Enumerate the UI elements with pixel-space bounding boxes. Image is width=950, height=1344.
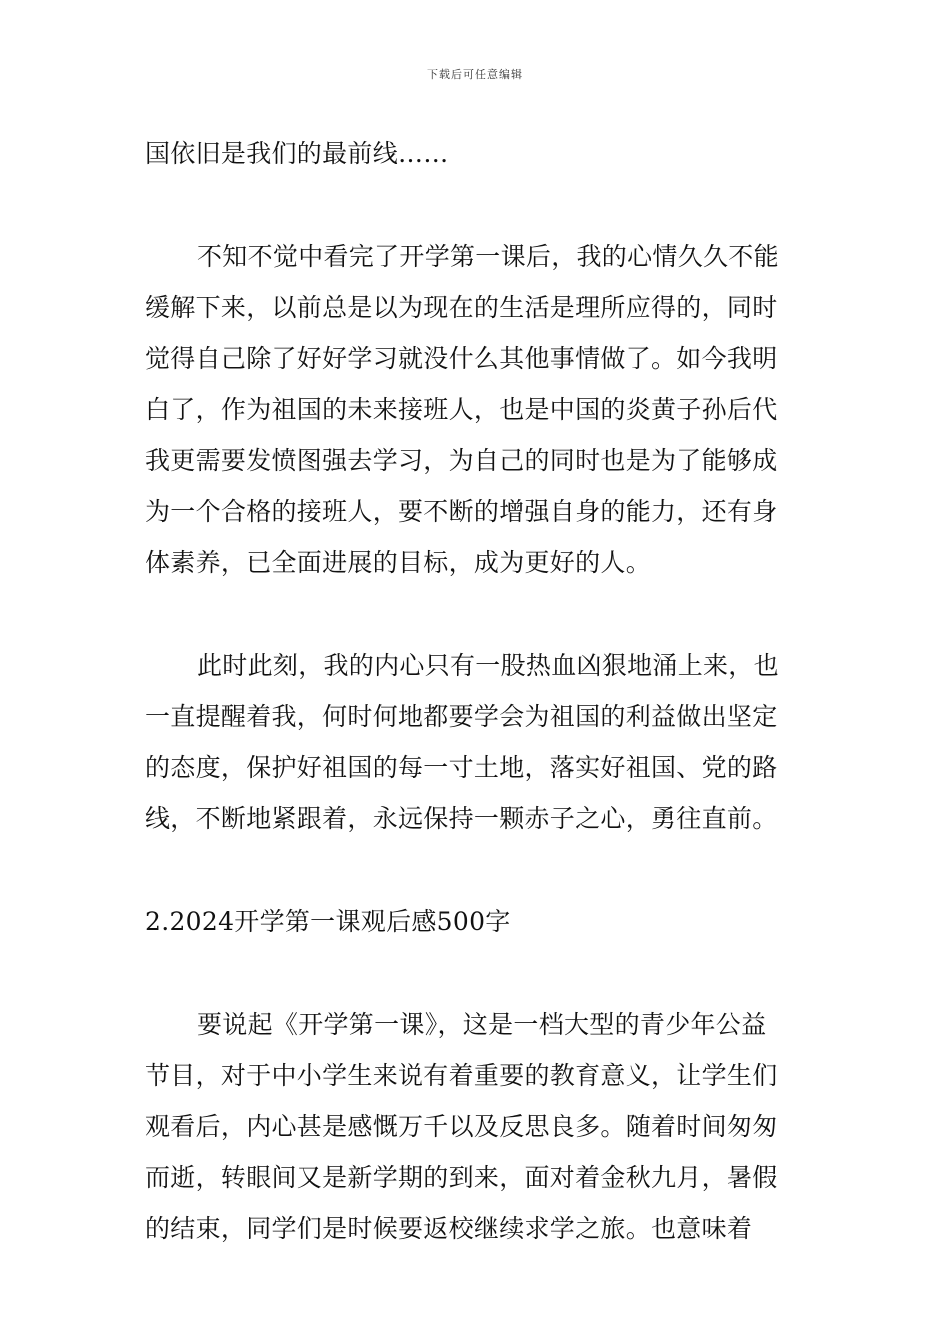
- paragraph-patriotism: [145, 640, 810, 844]
- text-line: 此时此刻，我的内心只有一股热血凶狠地涌上来，也: [197, 651, 779, 680]
- paragraph-reflection: [145, 231, 810, 588]
- text-line: 为一个合格的接班人，要不断的增强自身的能力，还有身: [145, 497, 778, 526]
- text-line: 缓解下来，以前总是以为现在的生活是理所应得的，同时: [145, 293, 778, 322]
- text-line: 一直提醒着我，何时何地都要学会为祖国的利益做出坚定: [145, 702, 778, 731]
- section-heading: [145, 896, 810, 947]
- text-line: 觉得自己除了好好学习就没什么其他事情做了。如今我明: [145, 344, 778, 373]
- paragraph-program-intro: [145, 999, 810, 1254]
- text-line: 的态度，保护好祖国的每一寸土地，落实好祖国、党的路: [145, 753, 778, 782]
- document-body: [145, 128, 810, 1254]
- text-line: 线，不断地紧跟着，永远保持一颗赤子之心，勇往直前。: [145, 804, 778, 833]
- text-line: 节目，对于中小学生来说有着重要的教育意义，让学生们: [145, 1061, 778, 1090]
- text-line: 要说起《开学第一课》，这是一档大型的青少年公益: [197, 1010, 767, 1039]
- section-title: 2.2024开学第一课观后感500字: [145, 907, 511, 936]
- text-line: 不知不觉中看完了开学第一课后，我的心情久久不能: [197, 242, 779, 271]
- text-line: 而逝，转眼间又是新学期的到来，面对着金秋九月，暑假: [145, 1163, 778, 1192]
- text-line: 白了，作为祖国的未来接班人，也是中国的炎黄子孙后代: [145, 395, 778, 424]
- page-header: 下载后可任意编辑: [427, 68, 523, 81]
- text-line: 观看后，内心甚是感慨万千以及反思良多。随着时间匆匆: [145, 1112, 778, 1141]
- text-line: 体素养，已全面进展的目标，成为更好的人。: [145, 548, 652, 577]
- paragraph-continuation: [145, 128, 810, 179]
- text-line: 我更需要发愤图强去学习，为自己的同时也是为了能够成: [145, 446, 778, 475]
- text-line: 的结束，同学们是时候要返校继续求学之旅。也意味着: [145, 1214, 753, 1243]
- text-line: 国依旧是我们的最前线……: [145, 139, 449, 168]
